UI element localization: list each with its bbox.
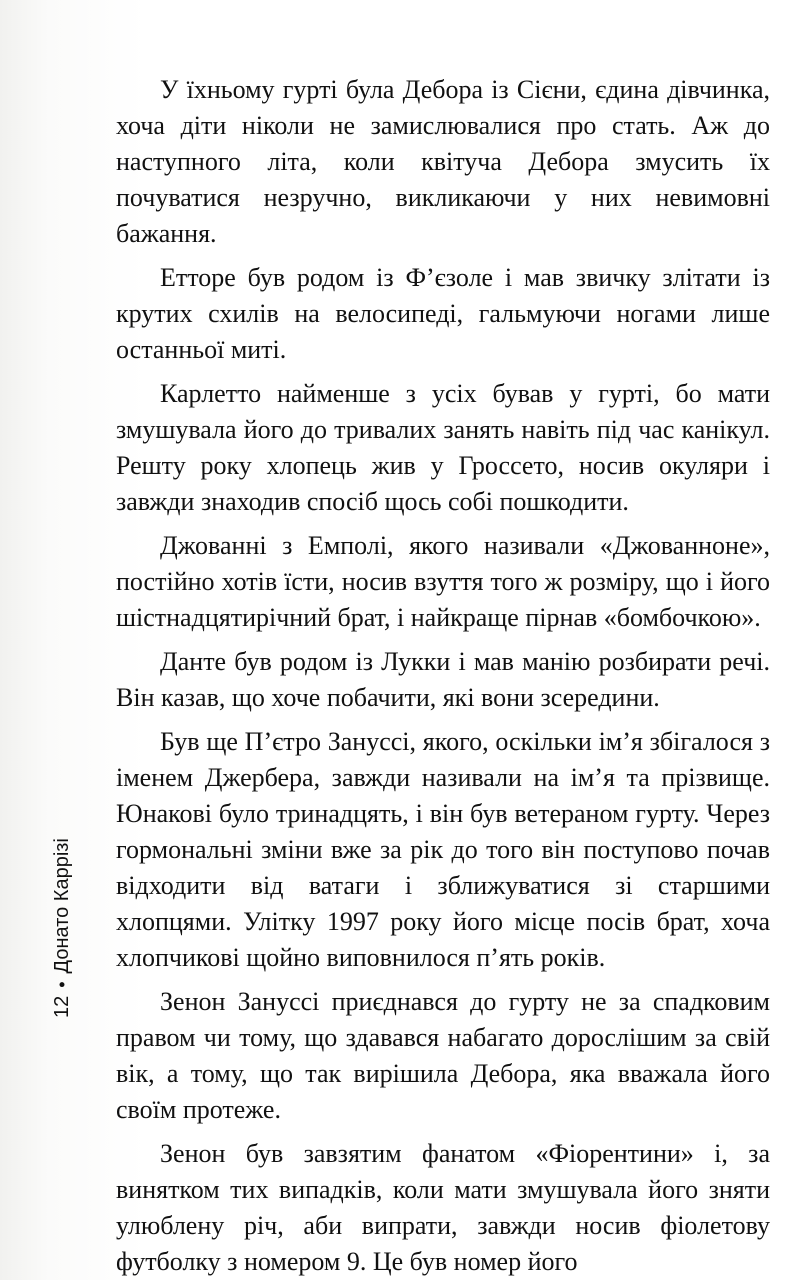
- paragraph-carletto: Карлетто найменше з усіх бував у гурті, бо мати змушувала його до тривалих занять навіть під час канікул. Решту року хлопець жив у Гроссето, носив окуляри і завжди знаходив спосіб щось собі пошкодити.: [116, 379, 770, 516]
- paragraph-zenon-fan: Зенон був завзятим фанатом «Фіорентини» і, за винятком тих випадків, коли мати змушувала його зняти улюблену річ, аби випрати, завжди носив фіолетову футболку з номером 9. Це був номер його: [116, 1139, 770, 1276]
- separator-bullet: •: [51, 981, 72, 988]
- paragraph-debora: У їхньому гурті була Дебора із Сієни, єдина дівчинка, хоча діти ніколи не замислювалися про стать. Аж до наступного літа, коли квітуча Дебора змусить їх почуватися незручно, викликаючи у них невимовні бажання.: [116, 75, 770, 248]
- paragraph-giovanni: Джованні з Емполі, якого називали «Джованноне», постійно хотів їсти, носив взуття того ж розміру, що і його шістнадцятирічний брат, і найкраще пірнав «бомбочкою».: [116, 531, 770, 632]
- running-head: [42, 838, 82, 1018]
- body-text: [116, 72, 770, 1288]
- author-name: Донато Каррізі: [50, 838, 73, 974]
- paragraph-ettore: Етторе був родом із Ф’єзоле і мав звичку злітати із крутих схилів на велосипеді, гальмуючи ногами лише останньої миті.: [116, 263, 770, 364]
- paragraph-zenon-joined: Зенон Зануссі приєднався до гурту не за спадковим правом чи тому, що здавався набагато дорослішим за свій вік, а тому, що так вирішила Дебора, яка вважала його своїм протеже.: [116, 987, 770, 1124]
- page-number: 12: [50, 995, 73, 1018]
- paragraph-pietro: Був ще П’єтро Зануссі, якого, оскільки ім’я збігалося з іменем Джербера, завжди називали на ім’я та прізвище. Юнакові було тринадцять, і він був ветераном гурту. Через гормональні зміни вже за рік до того він поступово почав відходити від ватаги і зближуватися зі старшими хлопцями. Улітку 1997 року його місце посів брат, хоча хлопчикові щойно виповнилося п’ять років.: [116, 727, 770, 972]
- paragraph-dante: Данте був родом із Лукки і мав манію розбирати речі. Він казав, що хоче побачити, які вони зсередини.: [116, 647, 770, 712]
